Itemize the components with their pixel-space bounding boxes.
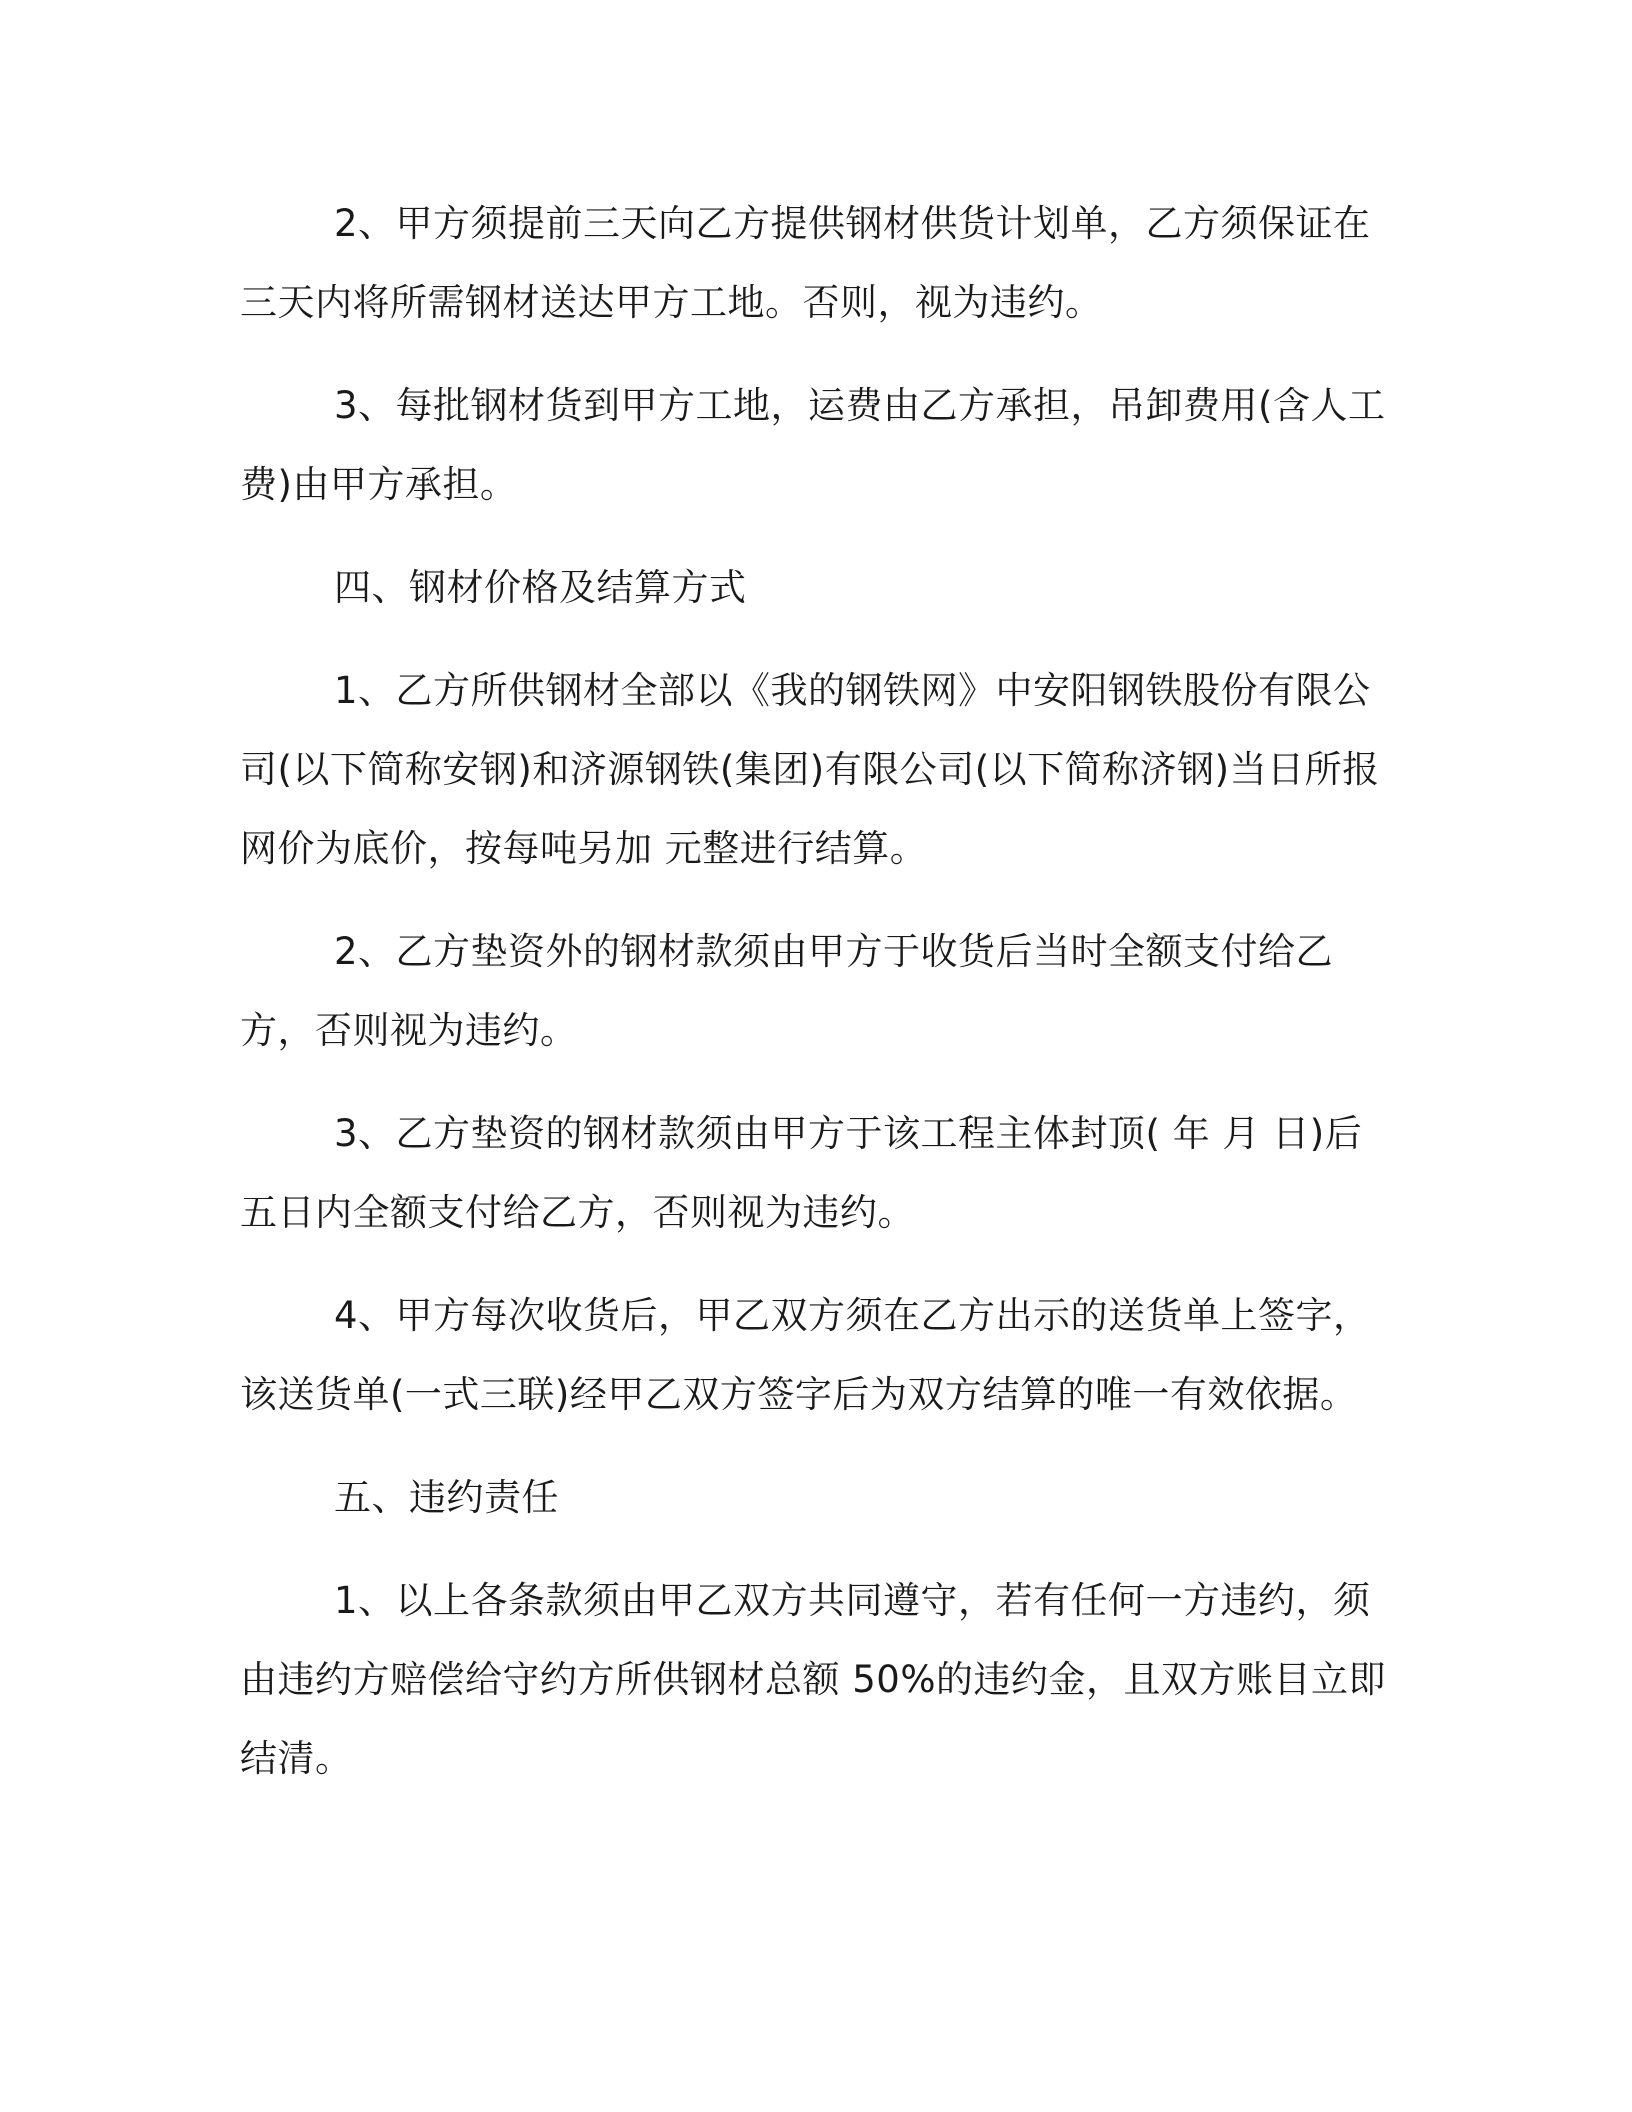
paragraph-penalty: 1、以上各条款须由甲乙双方共同遵守，若有任何一方违约，须由违约方赔偿给守约方所供钢材总额 50%的违约金，且双方账目立即结清。 — [240, 1579, 1386, 1780]
section-heading-price-settlement: 四、钢材价格及结算方式 — [334, 566, 747, 609]
paragraph-payment-on-receipt: 2、乙方垫资外的钢材款须由甲方于收货后当时全额支付给乙方，否则视为违约。 — [240, 930, 1334, 1052]
document-body — [240, 184, 1390, 1822]
paragraph-advance-payment: 3、乙方垫资的钢材款须由甲方于该工程主体封顶( 年 月 日)后五日内全额支付给乙方，否则视为违约。 — [240, 1112, 1363, 1234]
paragraph-base-price: 1、乙方所供钢材全部以《我的钢铁网》中安阳钢铁股份有限公司(以下简称安钢)和济源钢铁(集团)有限公司(以下简称济钢)当日所报网价为底价，按每吨另加 元整进行结算。 — [240, 669, 1380, 870]
paragraph-supply-plan: 2、甲方须提前三天向乙方提供钢材供货计划单，乙方须保证在三天内将所需钢材送达甲方工地。否则，视为违约。 — [240, 202, 1371, 324]
paragraph-freight: 3、每批钢材货到甲方工地，运费由乙方承担，吊卸费用(含人工费)由甲方承担。 — [240, 384, 1386, 506]
section-heading-breach: 五、违约责任 — [334, 1476, 559, 1519]
paragraph-delivery-note: 4、甲方每次收货后，甲乙双方须在乙方出示的送货单上签字，该送货单(一式三联)经甲乙双方签字后为双方结算的唯一有效依据。 — [240, 1294, 1371, 1416]
